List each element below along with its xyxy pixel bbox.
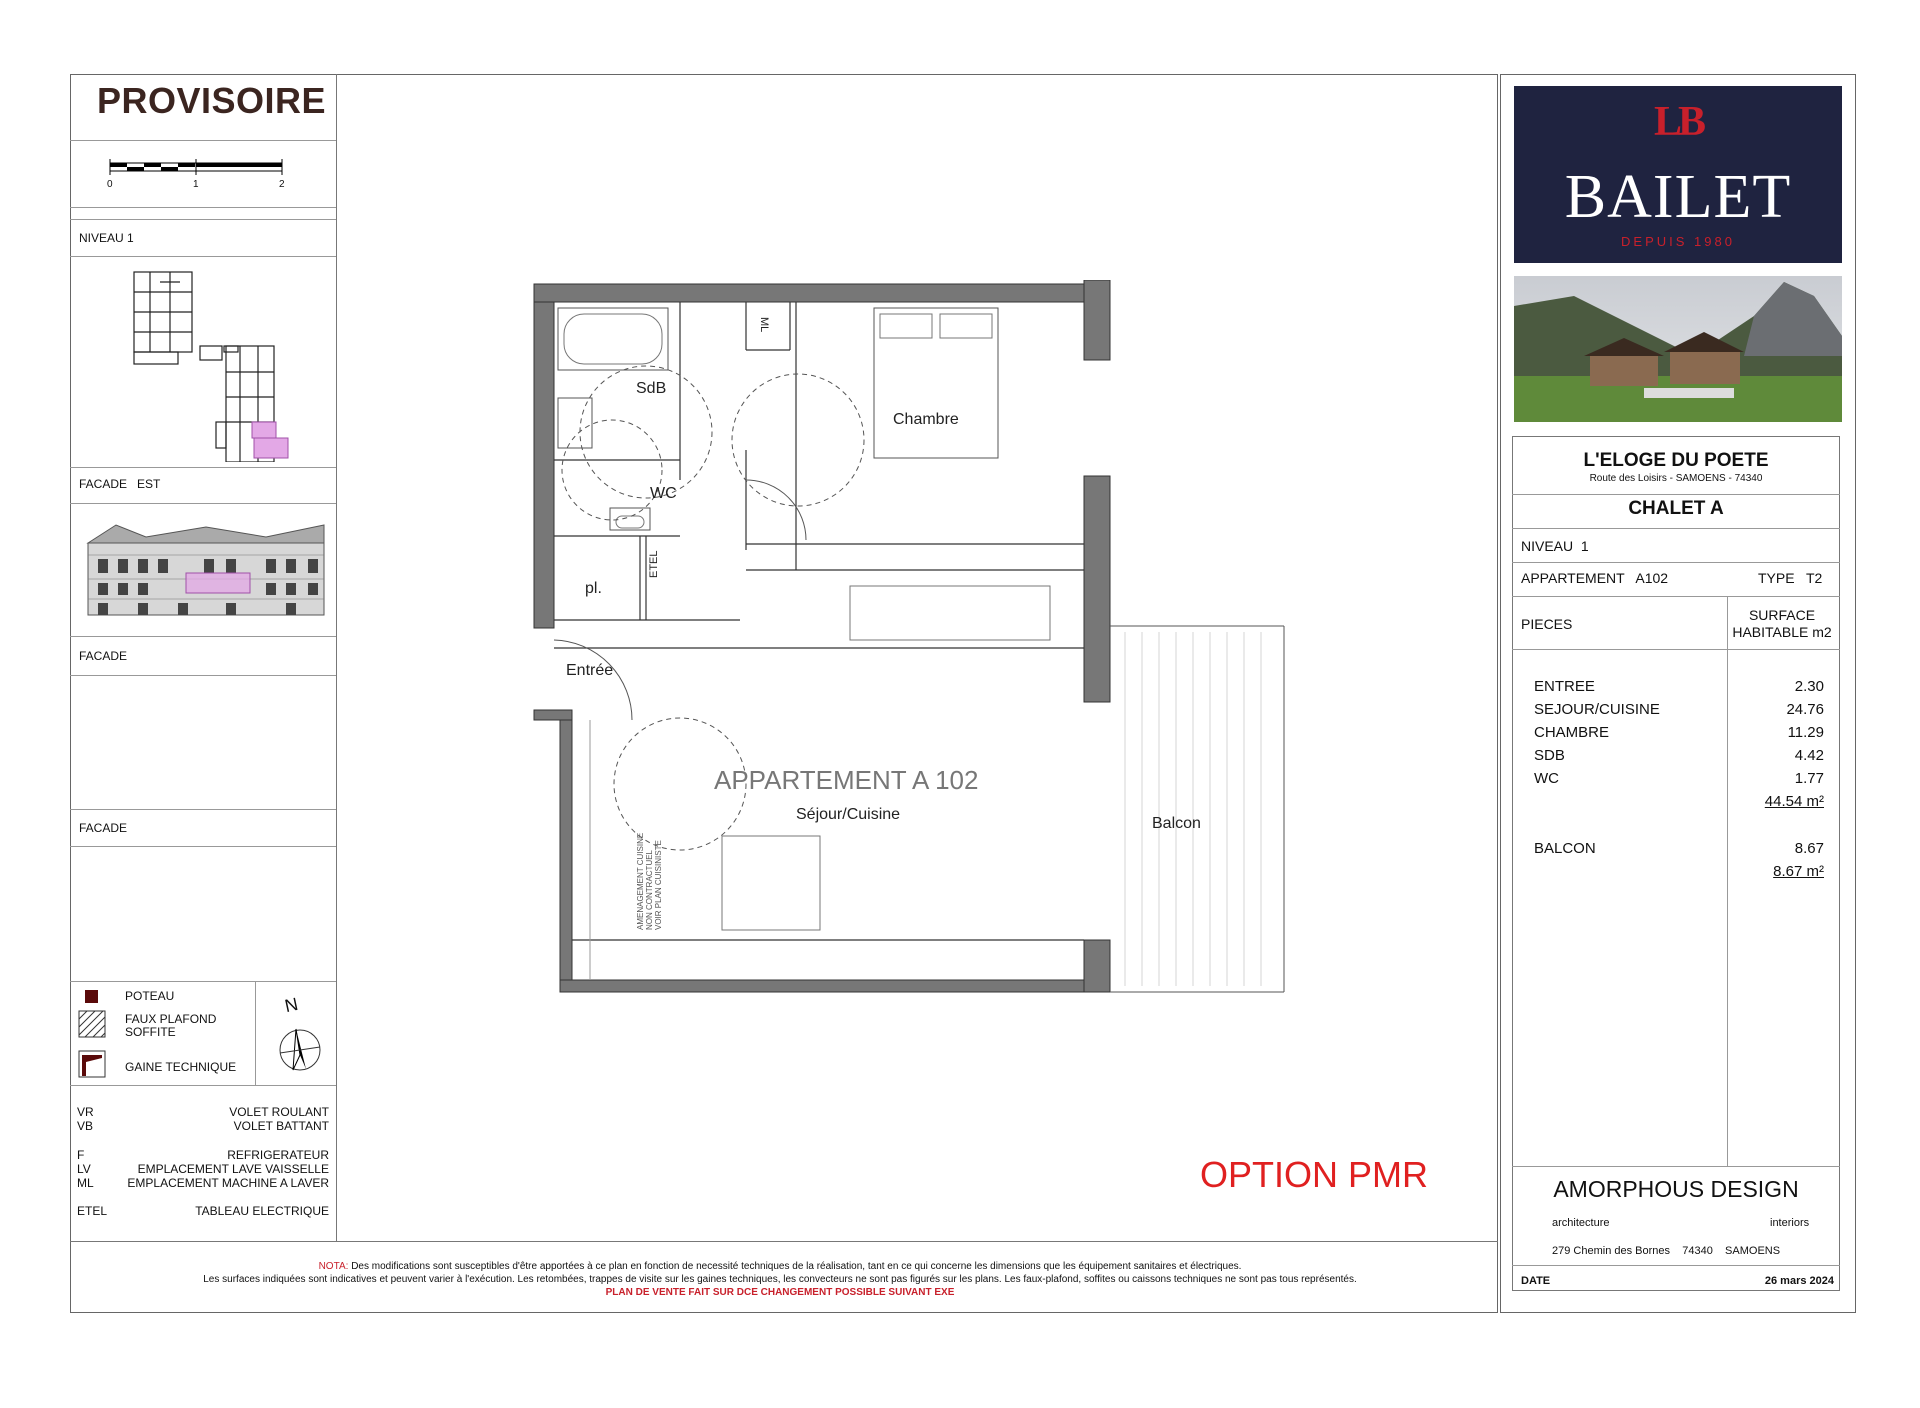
abbr-code: F <box>77 1148 85 1162</box>
surface-header-2: HABITABLE m2 <box>1732 624 1832 640</box>
abbr-meaning: TABLEAU ELECTRIQUE <box>195 1204 329 1218</box>
brand-name: BAILET <box>1564 163 1792 231</box>
facade-elevation <box>86 513 326 623</box>
status-stamp: PROVISOIRE <box>97 80 327 121</box>
architect-address: 279 Chemin des Bornes 74340 SAMOENS <box>1552 1245 1781 1257</box>
north-arrow-icon <box>275 1025 325 1075</box>
abbr-code: VR <box>77 1105 94 1119</box>
apartment-title: APPARTEMENT A 102 <box>714 765 979 795</box>
divider <box>255 981 256 1085</box>
facade-2-label: FACADE <box>79 649 128 663</box>
surface-area: 24.76 <box>1786 701 1824 718</box>
notes-line-2: Les surfaces indiquées sont indicatives et peuvent varier à l'exécution. Les retombées, trappes de visite sur les gaines techniques, les convecteurs ne sont pas figurés sur les plans. Les faux-plafond, soffites ou caissons techniques ne sont pas tous représentés. <box>203 1274 1357 1285</box>
divider <box>70 846 336 847</box>
level-label: NIVEAU 1 <box>79 231 134 245</box>
level-value: NIVEAU 1 <box>1521 538 1589 554</box>
abbr-code: ML <box>77 1176 94 1190</box>
kitchen-note-line: NON CONTRACTUEL <box>645 849 654 930</box>
room-label-chambre: Chambre <box>893 411 959 428</box>
balcony-area: 8.67 <box>1794 840 1824 857</box>
legend-gaine: GAINE TECHNIQUE <box>125 1060 237 1074</box>
surface-total-row <box>1534 793 1824 813</box>
divider <box>1512 494 1840 495</box>
project-address: Route des Loisirs - SAMOENS - 74340 <box>1589 473 1763 484</box>
surface-room: WC <box>1534 770 1559 787</box>
architect-left: architecture <box>1552 1217 1610 1229</box>
divider <box>1512 1265 1840 1266</box>
divider <box>70 675 336 676</box>
divider <box>70 981 336 982</box>
divider <box>70 256 336 257</box>
abbr-meaning: REFRIGERATEUR <box>227 1148 329 1162</box>
legend-poteau: POTEAU <box>125 989 175 1003</box>
surface-row <box>1534 678 1824 698</box>
surface-area: 4.42 <box>1794 747 1824 764</box>
brand-logo <box>1514 86 1842 263</box>
room-label-etel: ETEL <box>648 550 660 578</box>
date-label: DATE <box>1521 1275 1551 1287</box>
scale-bar <box>100 155 300 195</box>
gaine-swatch <box>78 1050 106 1078</box>
brand-monogram: LB <box>1653 99 1703 145</box>
faux-plafond-swatch <box>78 1010 106 1038</box>
chalet-label: CHALET A <box>1628 498 1724 519</box>
facade-3-label: FACADE <box>79 821 128 835</box>
scale-tick-0: 0 <box>107 179 113 190</box>
abbr-meaning: VOLET BATTANT <box>233 1119 329 1133</box>
abbr-code: LV <box>77 1162 91 1176</box>
kitchen-note-line: VOIR PLAN CUISINISTE <box>654 840 663 930</box>
room-label-ml: ML <box>758 317 770 333</box>
surface-room: ENTREE <box>1534 678 1595 695</box>
pieces-header: PIECES <box>1521 616 1573 632</box>
surface-total: 44.54 m² <box>1764 793 1824 810</box>
divider <box>70 636 336 637</box>
room-label-wc: WC <box>650 485 677 502</box>
surface-room: CHAMBRE <box>1534 724 1610 741</box>
balcony-total: 8.67 m² <box>1773 863 1824 880</box>
room-label-entree: Entrée <box>566 662 614 679</box>
poteau-swatch <box>85 990 98 1003</box>
surface-area: 1.77 <box>1794 770 1824 787</box>
date-value: 26 mars 2024 <box>1764 1275 1834 1287</box>
surface-row <box>1534 747 1824 767</box>
kitchen-note-line: AMENAGEMENT CUISINE <box>636 832 645 930</box>
divider <box>1512 1166 1840 1167</box>
nota-text: Des modifications sont susceptibles d'être apportées à ce plan en fonction de necessité techniques de la réalisation, tant en ce qui concerne les dimensions que les équipement sanitaires et électriques. <box>351 1261 1242 1272</box>
surface-room: SEJOUR/CUISINE <box>1534 701 1660 718</box>
project-name: L'ELOGE DU POETE <box>1583 450 1769 471</box>
abbr-meaning: EMPLACEMENT LAVE VAISSELLE <box>137 1162 329 1176</box>
brand-tagline: DEPUIS 1980 <box>1621 234 1735 249</box>
surface-room: SDB <box>1534 747 1565 764</box>
kitchen-note <box>636 810 663 930</box>
option-pmr: OPTION PMR <box>1200 1154 1429 1195</box>
divider <box>70 1085 336 1086</box>
building-photo <box>1514 276 1842 422</box>
surface-area: 11.29 <box>1787 724 1824 741</box>
surface-row <box>1534 770 1824 790</box>
abbr-meaning: VOLET ROULANT <box>229 1105 329 1119</box>
scale-tick-2: 2 <box>279 179 285 190</box>
abbr-code: VB <box>77 1119 94 1133</box>
divider <box>70 207 336 208</box>
balcony-row <box>1534 840 1824 860</box>
north-label: N <box>282 993 300 1017</box>
notes-divider <box>70 1241 1498 1242</box>
scale-tick-1: 1 <box>193 179 199 190</box>
sidebar-divider <box>336 74 337 1241</box>
legend-faux-plafond-1: FAUX PLAFOND <box>125 1012 217 1026</box>
room-label-placard: pl. <box>585 580 602 597</box>
room-label-sejour: Séjour/Cuisine <box>796 806 901 823</box>
divider <box>1512 649 1840 650</box>
architect-right: interiors <box>1770 1217 1810 1229</box>
key-plan <box>120 262 300 462</box>
nota-label: NOTA: <box>318 1261 349 1272</box>
architect-name: AMORPHOUS DESIGN <box>1553 1176 1799 1202</box>
notes-line-1 <box>70 1260 1490 1273</box>
surface-row <box>1534 724 1824 744</box>
divider <box>70 219 336 220</box>
divider <box>1512 596 1840 597</box>
facade-est-label: FACADE EST <box>79 477 161 491</box>
abbr-code: ETEL <box>77 1204 108 1218</box>
surface-row <box>1534 701 1824 721</box>
apartment-value: APPARTEMENT A102 <box>1521 570 1669 586</box>
divider <box>1512 528 1840 529</box>
legend-faux-plafond-2: SOFFITE <box>125 1025 176 1039</box>
divider <box>70 503 336 504</box>
abbr-meaning: EMPLACEMENT MACHINE A LAVER <box>127 1176 329 1190</box>
notes-line-3: PLAN DE VENTE FAIT SUR DCE CHANGEMENT POSSIBLE SUIVANT EXE <box>605 1287 955 1298</box>
surface-area: 2.30 <box>1794 678 1824 695</box>
divider <box>1512 562 1840 563</box>
room-label-sdb: SdB <box>636 380 667 397</box>
room-label-balcon: Balcon <box>1152 815 1201 832</box>
balcony-total-row <box>1534 863 1824 883</box>
divider <box>70 467 336 468</box>
surface-header-1: SURFACE <box>1748 607 1816 623</box>
divider <box>70 140 336 141</box>
balcony-name: BALCON <box>1534 840 1596 857</box>
divider <box>70 809 336 810</box>
type-value: TYPE T2 <box>1758 570 1823 586</box>
